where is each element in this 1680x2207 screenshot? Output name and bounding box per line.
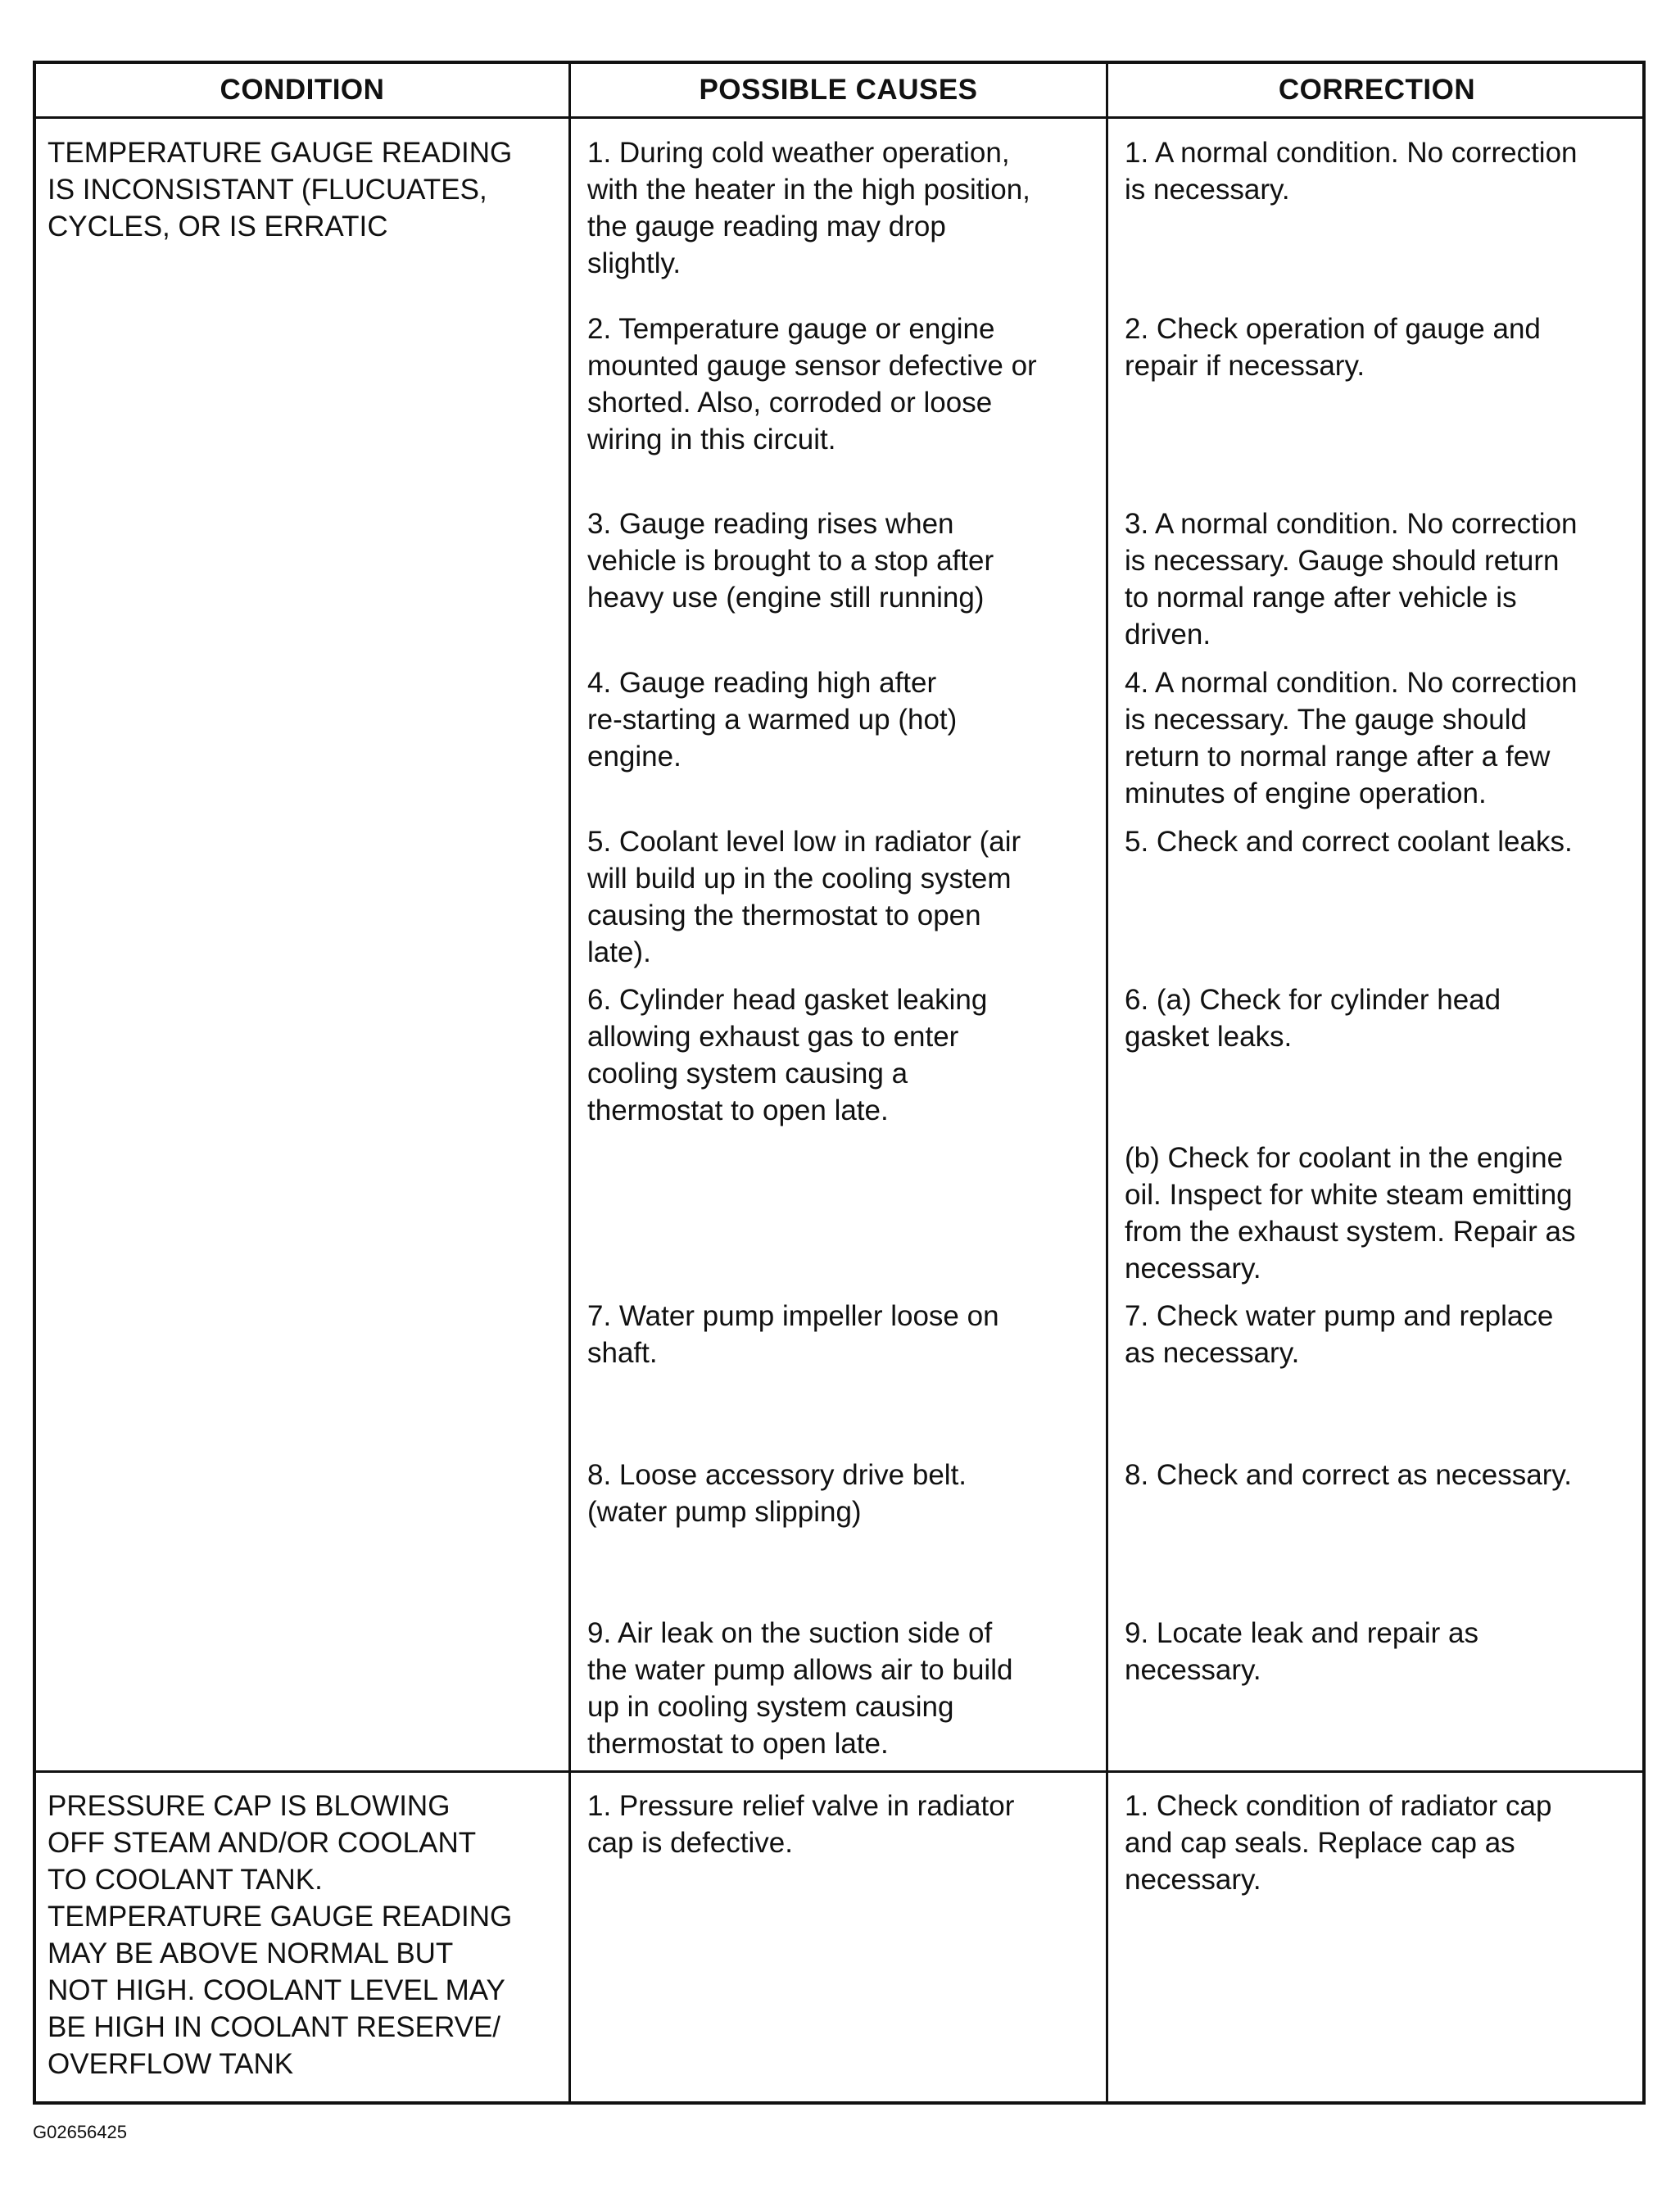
troubleshooting-table (33, 61, 1646, 2105)
cause-cell: 6. Cylinder head gasket leaking allowing exhaust gas to enter cooling system causing a thermostat to open late. (587, 984, 988, 1126)
header-divider (36, 116, 1642, 119)
cause-cell: 3. Gauge reading rises when vehicle is brought to a stop after heavy use (engine still running) (587, 508, 994, 614)
row-divider (36, 1770, 1642, 1773)
cause-cell: 1. Pressure relief valve in radiator cap is defective. (587, 1790, 1015, 1859)
correction-cell: 9. Locate leak and repair as necessary. (1125, 1617, 1478, 1686)
correction-cell: 5. Check and correct coolant leaks. (1125, 826, 1573, 858)
cause-cell: 8. Loose accessory drive belt. (water pump slipping) (587, 1459, 967, 1528)
cause-cell: 2. Temperature gauge or engine mounted gauge sensor defective or shorted. Also, corroded or loose wiring in this circuit. (587, 313, 1037, 455)
correction-cell: 3. A normal condition. No correction is necessary. Gauge should return to normal range after vehicle is driven. (1125, 508, 1578, 650)
correction-cell: 4. A normal condition. No correction is necessary. The gauge should return to normal range after a few minutes of engine operation. (1125, 667, 1578, 809)
cause-cell: 5. Coolant level low in radiator (air will build up in the cooling system causing the thermostat to open late). (587, 826, 1021, 968)
correction-cell: 8. Check and correct as necessary. (1125, 1459, 1572, 1491)
cause-cell: 9. Air leak on the suction side of the water pump allows air to build up in cooling system causing thermostat to open late. (587, 1617, 1013, 1760)
correction-cell: 7. Check water pump and replace as necessary. (1125, 1300, 1554, 1369)
header-correction: CORRECTION (1278, 74, 1476, 106)
header-possible-causes: POSSIBLE CAUSES (699, 74, 978, 106)
condition-cell: PRESSURE CAP IS BLOWING OFF STEAM AND/OR COOLANT TO COOLANT TANK. TEMPERATURE GAUGE READING MAY BE ABOVE NORMAL BUT NOT HIGH. COOLANT LEVEL MAY BE HIGH IN COOLANT RESERVE/ OVERFLOW TANK (48, 1790, 513, 2080)
column-divider (1106, 64, 1108, 2101)
condition-cell: TEMPERATURE GAUGE READING IS INCONSISTANT (FLUCUATES, CYCLES, OR IS ERRATIC (48, 137, 513, 242)
header-condition: CONDITION (220, 74, 385, 106)
figure-id: G02656425 (33, 2122, 127, 2142)
correction-cell: (b) Check for coolant in the engine oil. Inspect for white steam emitting from the exhaust system. Repair as necessary. (1125, 1142, 1576, 1285)
correction-cell: 2. Check operation of gauge and repair if necessary. (1125, 313, 1541, 382)
cause-cell: 7. Water pump impeller loose on shaft. (587, 1300, 999, 1369)
correction-cell: 6. (a) Check for cylinder head gasket leaks. (1125, 984, 1501, 1053)
column-divider (568, 64, 571, 2101)
correction-cell: 1. A normal condition. No correction is necessary. (1125, 137, 1578, 206)
cause-cell: 4. Gauge reading high after re-starting a warmed up (hot) engine. (587, 667, 958, 773)
correction-cell: 1. Check condition of radiator cap and cap seals. Replace cap as necessary. (1125, 1790, 1552, 1896)
cause-cell: 1. During cold weather operation, with the heater in the high position, the gauge reading may drop slightly. (587, 137, 1030, 279)
